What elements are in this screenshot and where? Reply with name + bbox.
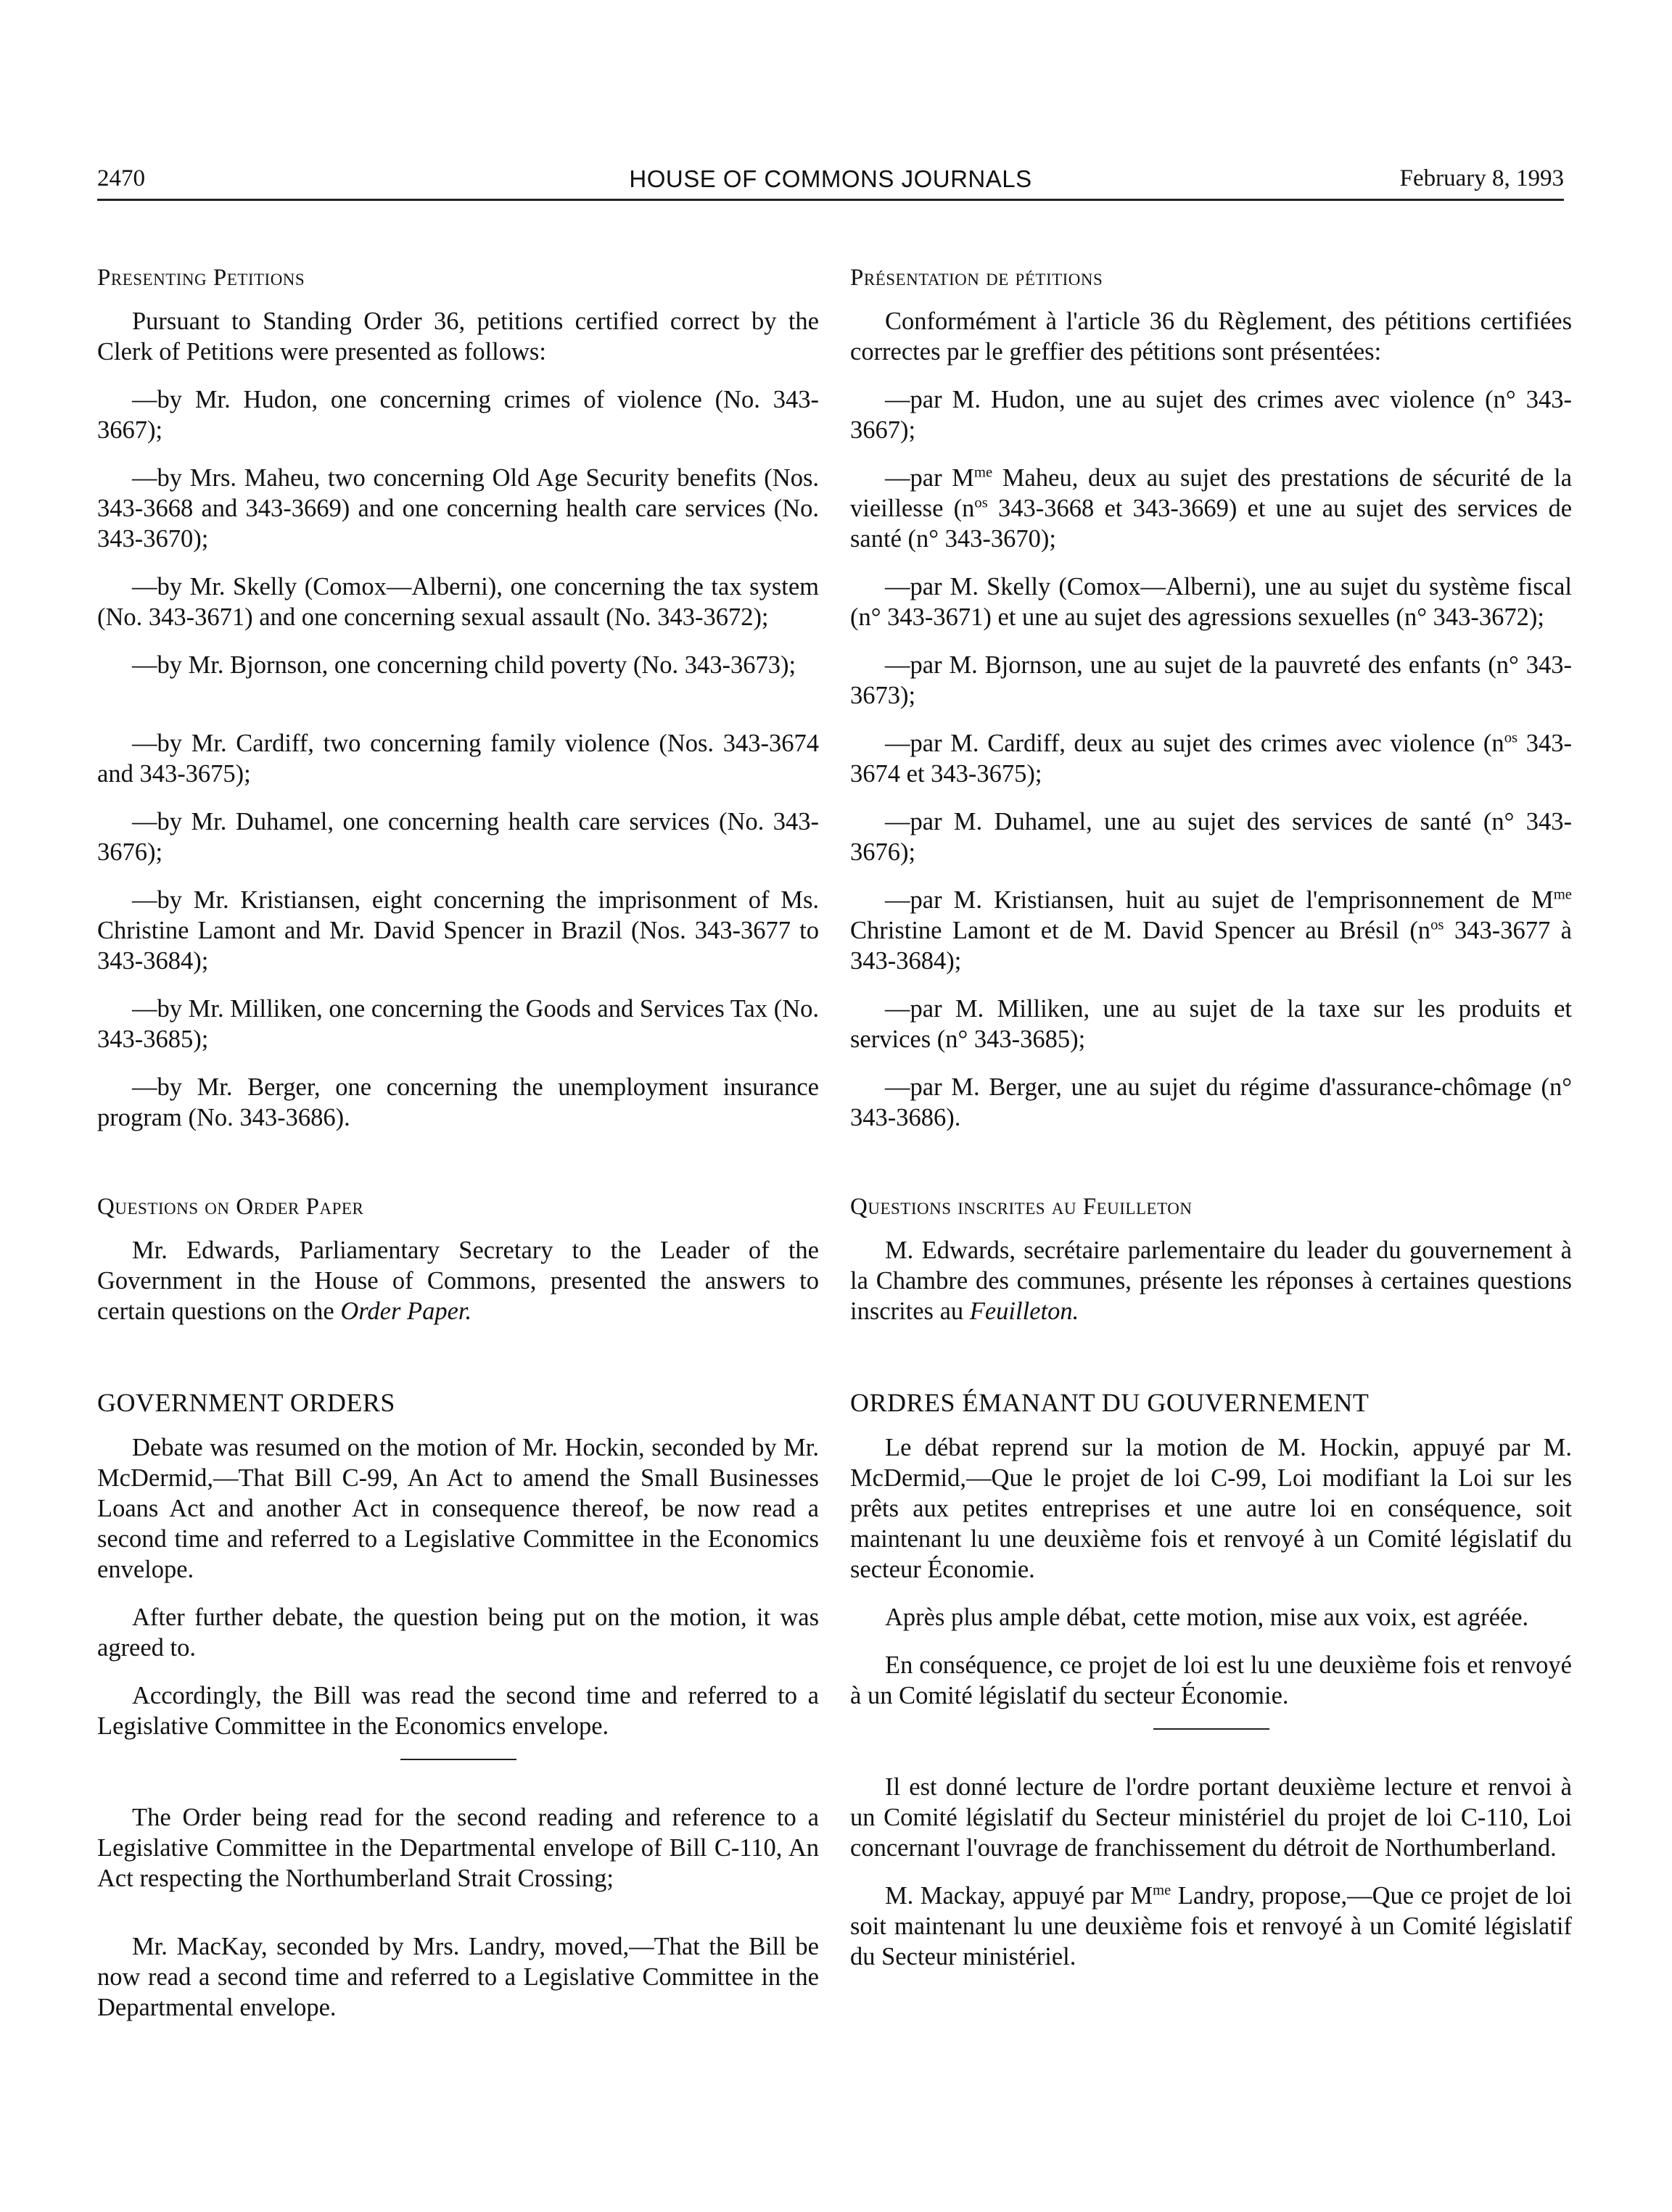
petition-item-fr: —par M. Berger, une au sujet du régime d'assurance-chômage (n° 343-3686).	[850, 1073, 1572, 1131]
motion-paragraph: Mr. MacKay, seconded by Mrs. Landry, moved,—That the Bill be now read a second time and referred to a Legislative Committee in the Departmental envelope.	[97, 1933, 819, 2021]
english-column	[97, 265, 819, 2040]
petition-item-fr: —par M. Skelly (Comox—Alberni), une au sujet du système fiscal (n° 343-3671) et une au sujet des agressions sexuelles (n° 343-3672);	[850, 573, 1572, 631]
petition-item-fr: —par M. Bjornson, une au sujet de la pauvreté des enfants (n° 343-3673);	[850, 651, 1572, 709]
questions-paragraph-fr: M. Edwards, secrétaire parlementaire du leader du gouvernement à la Chambre des communes, présente les réponses à certaines questions inscrites au Feuilleton.	[850, 1237, 1572, 1325]
page-number: 2470	[97, 165, 145, 191]
petition-item: —by Mr. Kristiansen, eight concerning the imprisonment of Ms. Christine Lamont and Mr. David Spencer in Brazil (Nos. 343-3677 to 343-3684);	[97, 886, 819, 975]
section-divider-fr	[1153, 1728, 1269, 1730]
french-column	[850, 265, 1572, 1989]
petition-item-fr: —par M. Kristiansen, huit au sujet de l'emprisonnement de $M^{me}$ Christine Lamont et de M. David Spencer au Brésil ($n^{os}$ 343-3677 à 343-3684);	[850, 886, 1572, 975]
motion-paragraph-fr: M. Mackay, appuyé par $M^{me}$ Landry, propose,—Que ce projet de loi soit maintenant lu une deuxième fois et renvoyé à un Comité législatif du Secteur ministériel.	[850, 1882, 1573, 1970]
petition-item: —by Mr. Duhamel, one concerning health care services (No. 343-3676);	[97, 808, 819, 866]
petitions-intro: Pursuant to Standing Order 36, petitions certified correct by the Clerk of Petitions were presented as follows:	[97, 308, 819, 366]
debate-paragraph: After further debate, the question being put on the motion, it was agreed to.	[97, 1604, 819, 1662]
debate-paragraph-fr: Après plus ample débat, cette motion, mise aux voix, est agréée.	[885, 1604, 1529, 1631]
journal-title: HOUSE OF COMMONS JOURNALS	[629, 165, 1032, 192]
questions-heading: Questions on Order Paper	[97, 1194, 364, 1220]
order-paragraph-fr: Il est donné lecture de l'ordre portant deuxième lecture et renvoi à un Comité législatif du Secteur ministériel du projet de loi C-110, Loi concernant l'ouvrage de franchissement du détroit de Northumberland.	[850, 1773, 1572, 1862]
section-divider	[400, 1759, 516, 1760]
petition-item-fr: —par $M^{me}$ Maheu, deux au sujet des prestations de sécurité de la vieillesse ($n^{os}$ 343-3668 et 343-3669) et une au sujet des services de santé (n° 343-3670);	[850, 464, 1573, 553]
order-paragraph: The Order being read for the second reading and reference to a Legislative Committee in the Departmental envelope of Bill C-110, An Act respecting the Northumberland Strait Crossing;	[97, 1804, 819, 1892]
page-header	[97, 165, 1564, 201]
petitions-intro-fr: Conformément à l'article 36 du Règlement, des pétitions certifiées correctes par le greffier des pétitions sont présentées:	[850, 308, 1572, 366]
petition-item-fr: —par M. Hudon, une au sujet des crimes avec violence (n° 343-3667);	[850, 386, 1572, 444]
petition-item: —by Mr. Cardiff, two concerning family violence (Nos. 343-3674 and 343-3675);	[97, 730, 819, 788]
petition-item: —by Mrs. Maheu, two concerning Old Age Security benefits (Nos. 343-3668 and 343-3669) and one concerning health care services (No. 343-3670);	[97, 464, 819, 553]
petition-item-fr: —par M. Cardiff, deux au sujet des crimes avec violence ($n^{os}$ 343-3674 et 343-3675);	[850, 730, 1573, 788]
petition-item: —by Mr. Milliken, one concerning the Goods and Services Tax (No. 343-3685);	[97, 995, 819, 1053]
government-orders-heading-fr: ORDRES ÉMANANT DU GOUVERNEMENT	[850, 1388, 1370, 1417]
government-orders-heading: GOVERNMENT ORDERS	[97, 1388, 395, 1417]
questions-paragraph: Mr. Edwards, Parliamentary Secretary to the Leader of the Government in the House of Commons, presented the answers to certain questions on the Order Paper.	[97, 1237, 819, 1325]
debate-paragraph-fr: En conséquence, ce projet de loi est lu une deuxième fois et renvoyé à un Comité législatif du secteur Économie.	[850, 1651, 1572, 1709]
petition-item: —by Mr. Bjornson, one concerning child poverty (No. 343-3673);	[132, 651, 796, 679]
questions-heading-fr: Questions inscrites au Feuilleton	[850, 1194, 1193, 1220]
debate-paragraph-fr: Le débat reprend sur la motion de M. Hockin, appuyé par M. McDermid,—Que le projet de loi C-99, Loi modifiant la Loi sur les prêts aux petites entreprises et une autre loi en conséquence, soit maintenant lu une deuxième fois et renvoyé à un Comité législatif du secteur Économie.	[850, 1434, 1572, 1583]
petition-item: —by Mr. Skelly (Comox—Alberni), one concerning the tax system (No. 343-3671) and one concerning sexual assault (No. 343-3672);	[97, 573, 819, 631]
debate-paragraph: Accordingly, the Bill was read the second time and referred to a Legislative Committee in the Economics envelope.	[97, 1682, 819, 1740]
page-date: February 8, 1993	[1399, 165, 1564, 191]
petitions-heading: Presenting Petitions	[97, 265, 305, 291]
petition-item-fr: —par M. Milliken, une au sujet de la taxe sur les produits et services (n° 343-3685);	[850, 995, 1572, 1053]
debate-paragraph: Debate was resumed on the motion of Mr. Hockin, seconded by Mr. McDermid,—That Bill C-99, An Act to amend the Small Businesses Loans Act and another Act in consequence thereof, be now read a second time and referred to a Legislative Committee in the Economics envelope.	[97, 1434, 819, 1583]
petition-item: —by Mr. Berger, one concerning the unemployment insurance program (No. 343-3686).	[97, 1073, 819, 1131]
petition-item-fr: —par M. Duhamel, une au sujet des services de santé (n° 343-3676);	[850, 808, 1572, 866]
petition-item: —by Mr. Hudon, one concerning crimes of violence (No. 343-3667);	[97, 386, 819, 444]
petitions-heading-fr: Présentation de pétitions	[850, 265, 1103, 291]
